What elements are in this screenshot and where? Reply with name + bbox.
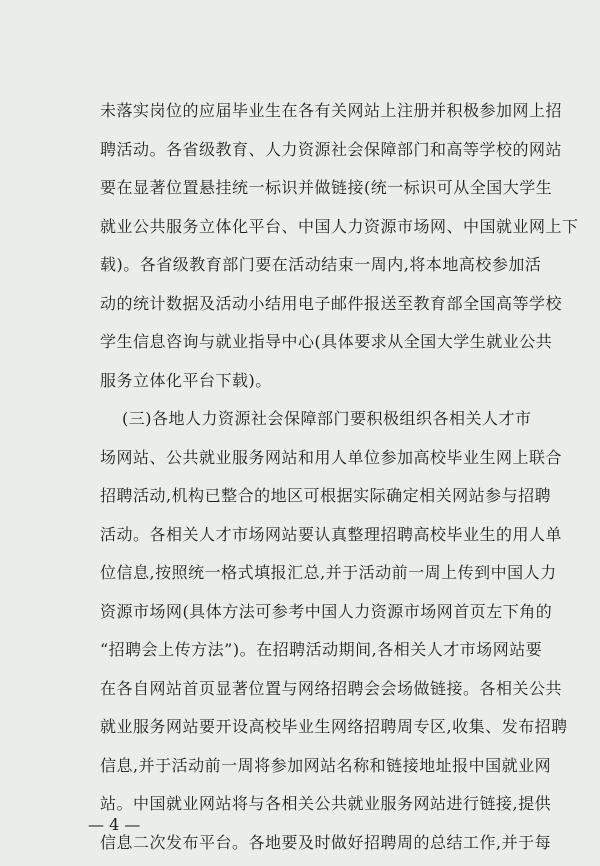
text-line: 服务立体化平台下载)。 bbox=[100, 370, 272, 390]
text-line: 活动。各相关人才市场网站要认真整理招聘高校毕业生的用人单 bbox=[100, 524, 563, 544]
text-line: 在各自网站首页显著位置与网络招聘会会场做链接。各相关公共 bbox=[100, 678, 563, 698]
text-line: 动的统计数据及活动小结用电子邮件报送至教育部全国高等学校 bbox=[100, 293, 563, 313]
text-line: “招聘会上传方法”)。在招聘活动期间,各相关人才市场网站要 bbox=[100, 640, 543, 659]
text-line: 就业公共服务立体化平台、中国人力资源市场网、中国就业网上下 bbox=[100, 216, 579, 236]
page-number: — 4 — bbox=[88, 815, 141, 834]
text-line: 场网站、公共就业服务网站和用人单位参加高校毕业生网上联合 bbox=[100, 447, 563, 467]
text-line: 信息,并于活动前一周将参加网站名称和链接地址报中国就业网 bbox=[100, 755, 552, 775]
text-line: 站。中国就业网站将与各相关公共就业服务网站进行链接,提供 bbox=[100, 794, 552, 813]
text-line: 聘活动。各省级教育、人力资源社会保障部门和高等学校的网站 bbox=[100, 139, 563, 159]
text-line: 信息二次发布平台。各地要及时做好招聘周的总结工作,并于每 bbox=[100, 832, 552, 852]
text-line: (三)各地人力资源社会保障部门要积极组织各相关人才市 bbox=[122, 409, 532, 428]
text-line: 招聘活动,机构已整合的地区可根据实际确定相关网站参与招聘 bbox=[100, 486, 552, 505]
text-line: 载)。各省级教育部门要在活动结束一周内,将本地高校参加活 bbox=[100, 255, 542, 274]
body-text bbox=[100, 92, 579, 862]
text-line: 学生信息咨询与就业指导中心(具体要求从全国大学生就业公共 bbox=[100, 332, 553, 351]
bleed-through-shadow bbox=[100, 341, 440, 357]
text-line: 就业服务网站要开设高校毕业生网络招聘周专区,收集、发布招聘 bbox=[100, 717, 568, 736]
text-line: 位信息,按照统一格式填报汇总,并于活动前一周上传到中国人力 bbox=[100, 563, 557, 582]
text-line: 未落实岗位的应届毕业生在各有关网站上注册并积极参加网上招 bbox=[100, 101, 563, 120]
text-line: 要在显著位置悬挂统一标识并做链接(统一标识可从全国大学生 bbox=[100, 178, 553, 197]
text-line: 资源市场网(具体方法可参考中国人力资源市场网首页左下角的 bbox=[100, 601, 553, 621]
